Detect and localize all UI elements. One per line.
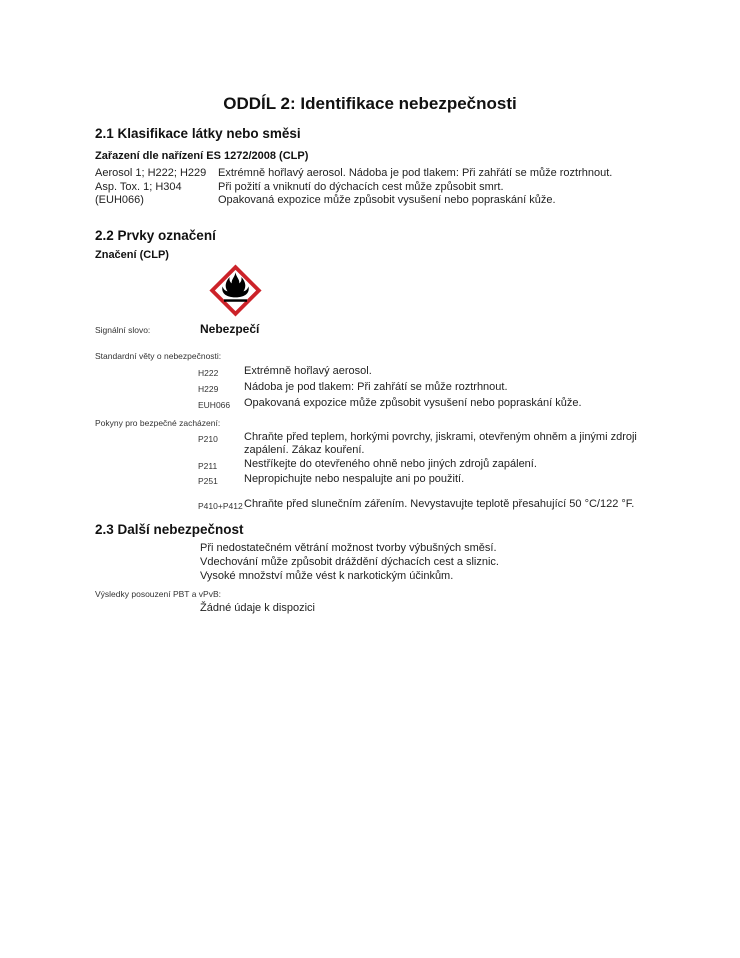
other-hazards-line: Vysoké množství může vést k narkotickým účinkům. [200, 570, 454, 582]
classification-row [95, 181, 645, 195]
other-hazards-line: Vdechování může způsobit dráždění dýchacích cest a sliznic. [200, 556, 499, 568]
labelling-subheading: Značení (CLP) [95, 248, 169, 261]
precautionary-statement-row [95, 458, 645, 474]
precautionary-statement-row [95, 498, 645, 514]
precautionary-text: Nepropichujte nebo nespalujte ani po použití. [244, 473, 465, 485]
hazard-code: H222 [198, 367, 219, 378]
other-hazards-line: Při nedostatečném větrání možnost tvorby výbušných směsí. [200, 542, 497, 554]
hazard-statements-list [95, 364, 645, 412]
classification-code: Aerosol 1; H222; H229 [95, 167, 207, 179]
ghs-flame-pictogram-icon [208, 263, 645, 318]
hazard-statement-row [95, 396, 645, 412]
classification-code: (EUH066) [95, 194, 144, 206]
section-2-2-heading: 2.2 Prvky označení [95, 227, 216, 243]
pictogram-row [208, 263, 645, 318]
precautionary-text: Nestříkejte do otevřeného ohně nebo jiných zdrojů zapálení. [244, 457, 537, 470]
page-title: ODDÍL 2: Identifikace nebezpečnosti [223, 94, 517, 113]
precautionary-code: P210 [198, 433, 218, 444]
hazard-statement-row [95, 364, 645, 380]
classification-code: Asp. Tox. 1; H304 [95, 180, 182, 193]
clp-classification-subheading: Zařazení dle nařízení ES 1272/2008 (CLP) [95, 150, 309, 162]
signal-word-row [95, 322, 645, 336]
hazard-text: Nádoba je pod tlakem: Při zahřátí se může roztrhnout. [244, 380, 508, 393]
classification-text: Opakovaná expozice může způsobit vysušení nebo popraskání kůže. [218, 194, 556, 206]
precautionary-code: P251 [198, 476, 218, 486]
classification-row [95, 167, 645, 181]
classification-table [95, 167, 645, 208]
signal-word-value: Nebezpečí [200, 321, 260, 336]
signal-word-label: Signální slovo: [95, 324, 151, 335]
section-2-3-heading: 2.3 Další nebezpečnost [95, 522, 244, 537]
classification-text: Extrémně hořlavý aerosol. Nádoba je pod tlakem: Při zahřátí se může roztrhnout. [218, 167, 613, 179]
hazard-code: EUH066 [198, 399, 231, 410]
other-hazards-block [200, 541, 645, 583]
hazard-text: Opakovaná expozice může způsobit vysušení nebo popraskání kůže. [244, 396, 582, 409]
pbt-assessment-result: Žádné údaje k dispozici [200, 602, 315, 614]
precautionary-statement-row [95, 431, 645, 458]
hazard-code: H229 [198, 383, 219, 394]
precautionary-text: Chraňte před slunečním zářením. Nevystavujte teplotě přesahující 50 °C/122 °F. [244, 497, 635, 510]
precautionary-statement-row [95, 473, 645, 489]
classification-row [95, 194, 645, 208]
hazard-statements-label: Standardní věty o nebezpečnosti: [95, 350, 222, 361]
precautionary-statements-label: Pokyny pro bezpečné zacházení: [95, 417, 221, 428]
hazard-statement-row [95, 380, 645, 396]
precautionary-code: P211 [198, 460, 218, 471]
precautionary-code: P410+P412 [198, 500, 243, 511]
section-2-1-heading: 2.1 Klasifikace látky nebo směsi [95, 126, 301, 141]
classification-text: Při požití a vniknutí do dýchacích cest může způsobit smrt. [218, 180, 504, 193]
precautionary-text: Chraňte před teplem, horkými povrchy, jiskrami, otevřeným ohněm a jinými zdroji zapálení. Zákaz kouření. [244, 430, 637, 456]
hazard-text: Extrémně hořlavý aerosol. [244, 364, 372, 377]
pbt-assessment-label: Výsledky posouzení PBT a vPvB: [95, 589, 221, 599]
precautionary-statements-list [95, 431, 645, 514]
